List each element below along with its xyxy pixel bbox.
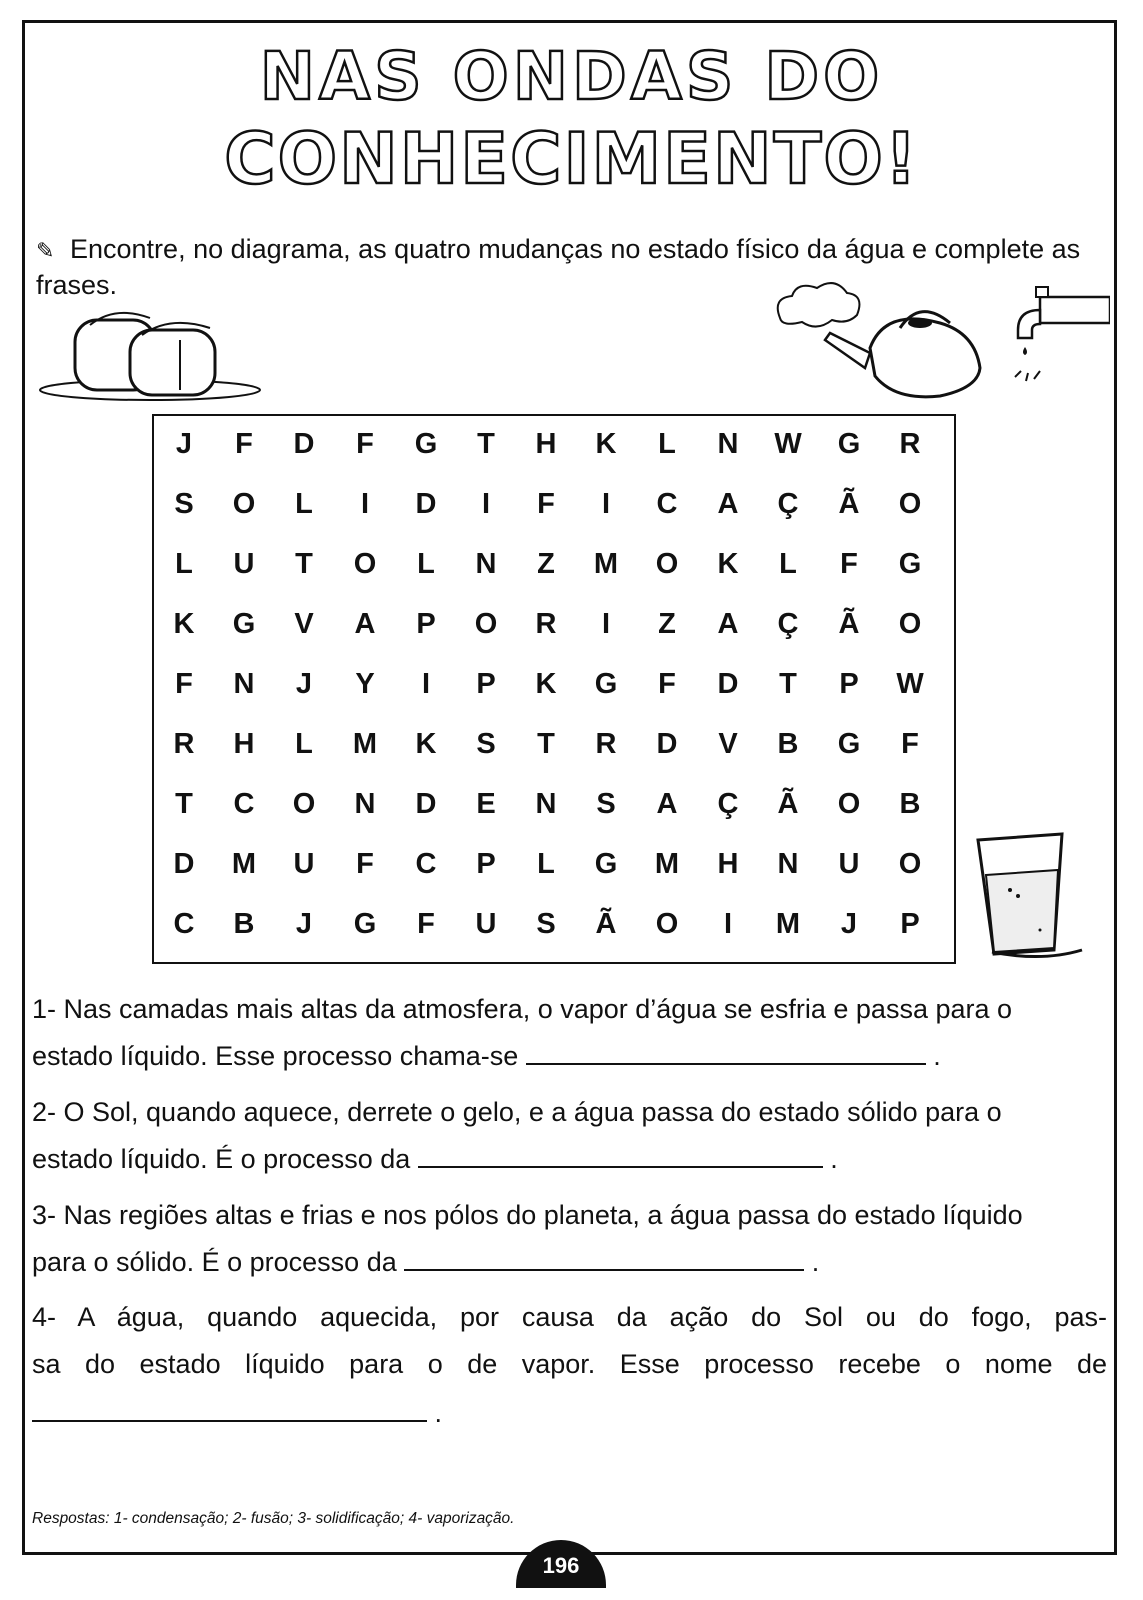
grid-letter[interactable]: G bbox=[594, 848, 618, 880]
kettle-illustration bbox=[770, 278, 1000, 408]
grid-letter[interactable]: T bbox=[477, 428, 495, 460]
grid-letter[interactable]: G bbox=[353, 908, 377, 940]
grid-letter[interactable]: Z bbox=[658, 608, 676, 640]
grid-letter[interactable]: O bbox=[232, 488, 256, 520]
answer-blank-3[interactable] bbox=[404, 1247, 804, 1271]
grid-letter[interactable]: F bbox=[235, 428, 253, 460]
grid-letter[interactable]: A bbox=[717, 608, 739, 640]
grid-letter[interactable]: L bbox=[537, 848, 555, 880]
grid-letter[interactable]: R bbox=[595, 728, 617, 760]
grid-letter[interactable]: U bbox=[233, 548, 255, 580]
grid-letter[interactable]: S bbox=[174, 488, 194, 520]
grid-letter[interactable]: C bbox=[415, 848, 437, 880]
grid-letter[interactable]: N bbox=[475, 548, 497, 580]
grid-letter[interactable]: R bbox=[535, 608, 557, 640]
grid-row bbox=[154, 608, 958, 668]
grid-letter[interactable]: M bbox=[654, 848, 680, 880]
grid-letter[interactable]: L bbox=[658, 428, 676, 460]
question-3-line-1: 3- Nas regiões altas e frias e nos pólos do planeta, a água passa do estado líquido bbox=[32, 1200, 1023, 1230]
grid-letter[interactable]: B bbox=[899, 788, 921, 820]
grid-letter[interactable]: U bbox=[293, 848, 315, 880]
grid-letter[interactable]: O bbox=[898, 848, 922, 880]
grid-letter[interactable]: G bbox=[232, 608, 256, 640]
ice-cubes-illustration bbox=[30, 300, 270, 410]
grid-letter[interactable]: K bbox=[415, 728, 437, 760]
grid-letter[interactable]: Y bbox=[355, 668, 375, 700]
grid-letter[interactable]: B bbox=[777, 728, 799, 760]
grid-row bbox=[154, 428, 958, 488]
answer-blank-4[interactable] bbox=[32, 1398, 427, 1422]
grid-letter[interactable]: N bbox=[354, 788, 376, 820]
grid-row bbox=[154, 848, 958, 908]
grid-letter[interactable]: J bbox=[295, 908, 313, 940]
grid-letter[interactable]: R bbox=[173, 728, 195, 760]
grid-letter[interactable]: L bbox=[295, 488, 313, 520]
grid-letter[interactable]: O bbox=[474, 608, 498, 640]
grid-letter[interactable]: O bbox=[353, 548, 377, 580]
grid-letter[interactable]: N bbox=[777, 848, 799, 880]
grid-letter[interactable]: P bbox=[839, 668, 859, 700]
grid-row bbox=[154, 668, 958, 728]
grid-letter[interactable]: G bbox=[898, 548, 922, 580]
grid-letter[interactable]: I bbox=[421, 668, 431, 700]
question-4-line-2: sa do estado líquido para o de vapor. Esse processo recebe o nome de bbox=[32, 1349, 1107, 1379]
grid-letter[interactable]: L bbox=[779, 548, 797, 580]
grid-letter[interactable]: F bbox=[537, 488, 555, 520]
grid-letter[interactable]: A bbox=[656, 788, 678, 820]
grid-letter[interactable]: G bbox=[837, 728, 861, 760]
grid-letter[interactable]: D bbox=[293, 428, 315, 460]
grid-letter[interactable]: D bbox=[415, 488, 437, 520]
grid-letter[interactable]: Ã bbox=[595, 908, 617, 940]
grid-letter[interactable]: Ã bbox=[777, 788, 799, 820]
grid-letter[interactable]: M bbox=[231, 848, 257, 880]
grid-letter[interactable]: T bbox=[175, 788, 193, 820]
question-2-end: . bbox=[830, 1144, 838, 1174]
grid-letter[interactable]: S bbox=[536, 908, 556, 940]
grid-letter[interactable]: Ã bbox=[838, 488, 860, 520]
grid-letter[interactable]: K bbox=[173, 608, 195, 640]
grid-letter[interactable]: K bbox=[717, 548, 739, 580]
grid-letter[interactable]: K bbox=[595, 428, 617, 460]
grid-letter[interactable]: O bbox=[292, 788, 316, 820]
grid-letter[interactable]: F bbox=[417, 908, 435, 940]
question-2-line-1: 2- O Sol, quando aquece, derrete o gelo, e a água passa do estado sólido para o bbox=[32, 1097, 1002, 1127]
grid-letter[interactable]: J bbox=[295, 668, 313, 700]
grid-letter[interactable]: O bbox=[655, 548, 679, 580]
grid-letter[interactable]: E bbox=[476, 788, 496, 820]
instruction-text: Encontre, no diagrama, as quatro mudanças no estado físico da água e complete as frases. bbox=[36, 234, 1081, 300]
grid-letter[interactable]: J bbox=[175, 428, 193, 460]
grid-row bbox=[154, 728, 958, 788]
grid-letter[interactable]: J bbox=[840, 908, 858, 940]
grid-letter[interactable]: M bbox=[352, 728, 378, 760]
page-number: 196 bbox=[516, 1540, 606, 1588]
grid-letter[interactable]: C bbox=[233, 788, 255, 820]
grid-letter[interactable]: O bbox=[898, 488, 922, 520]
grid-letter[interactable]: C bbox=[173, 908, 195, 940]
grid-letter[interactable]: N bbox=[233, 668, 255, 700]
word-search-grid bbox=[152, 414, 956, 964]
grid-letter[interactable]: H bbox=[535, 428, 557, 460]
grid-row bbox=[154, 488, 958, 548]
grid-row bbox=[154, 908, 958, 968]
question-1-end: . bbox=[933, 1041, 941, 1071]
grid-letter[interactable]: G bbox=[414, 428, 438, 460]
title-line-2: CONHECIMENTO! bbox=[224, 118, 919, 200]
question-4-line-1: 4- A água, quando aquecida, por causa da ação do Sol ou do fogo, pas- bbox=[32, 1302, 1107, 1332]
grid-letter[interactable]: I bbox=[723, 908, 733, 940]
grid-letter[interactable]: O bbox=[898, 608, 922, 640]
grid-letter[interactable]: R bbox=[899, 428, 921, 460]
grid-letter[interactable]: D bbox=[717, 668, 739, 700]
question-4 bbox=[32, 1300, 1107, 1431]
title-line-1: NAS ONDAS DO bbox=[259, 38, 884, 115]
water-glass-illustration bbox=[970, 830, 1090, 970]
grid-letter[interactable]: T bbox=[295, 548, 313, 580]
grid-letter[interactable]: W bbox=[896, 668, 924, 700]
grid-letter[interactable]: I bbox=[601, 608, 611, 640]
grid-letter[interactable]: V bbox=[718, 728, 738, 760]
grid-letter[interactable]: K bbox=[535, 668, 557, 700]
grid-letter[interactable]: Z bbox=[537, 548, 555, 580]
grid-letter[interactable]: U bbox=[838, 848, 860, 880]
question-3-line-2: para o sólido. É o processo da bbox=[32, 1247, 397, 1277]
grid-letter[interactable]: B bbox=[233, 908, 255, 940]
grid-letter[interactable]: P bbox=[476, 668, 496, 700]
grid-letter[interactable]: Ç bbox=[777, 488, 799, 520]
grid-letter[interactable]: Ç bbox=[777, 608, 799, 640]
grid-letter[interactable]: A bbox=[717, 488, 739, 520]
question-3-end: . bbox=[811, 1247, 820, 1277]
grid-letter[interactable]: P bbox=[900, 908, 920, 940]
grid-letter[interactable]: G bbox=[837, 428, 861, 460]
grid-letter[interactable]: U bbox=[475, 908, 497, 940]
grid-letter[interactable]: N bbox=[717, 428, 739, 460]
grid-letter[interactable]: M bbox=[775, 908, 801, 940]
grid-letter[interactable]: P bbox=[416, 608, 436, 640]
faucet-illustration bbox=[1010, 285, 1110, 395]
grid-letter[interactable]: A bbox=[354, 608, 376, 640]
answers-footnote: Respostas: 1- condensação; 2- fusão; 3- solidificação; 4- vaporização. bbox=[32, 1510, 515, 1527]
grid-letter[interactable]: F bbox=[658, 668, 676, 700]
question-4-end: . bbox=[434, 1398, 443, 1428]
grid-letter[interactable]: Ã bbox=[838, 608, 860, 640]
grid-letter[interactable]: D bbox=[415, 788, 437, 820]
grid-letter[interactable]: L bbox=[295, 728, 313, 760]
grid-letter[interactable]: O bbox=[837, 788, 861, 820]
grid-letter[interactable]: D bbox=[656, 728, 678, 760]
grid-letter[interactable]: I bbox=[601, 488, 611, 520]
grid-letter[interactable]: O bbox=[655, 908, 679, 940]
question-1-line-1: 1- Nas camadas mais altas da atmosfera, o vapor d’água se esfria e passa para o bbox=[32, 994, 1013, 1024]
grid-letter[interactable]: S bbox=[476, 728, 496, 760]
grid-letter[interactable]: T bbox=[537, 728, 555, 760]
grid-letter[interactable]: F bbox=[901, 728, 919, 760]
question-1 bbox=[32, 992, 1107, 1074]
grid-letter[interactable]: I bbox=[481, 488, 491, 520]
pencil-icon: ✎ bbox=[36, 238, 55, 263]
grid-letter[interactable]: D bbox=[173, 848, 195, 880]
grid-letter[interactable]: W bbox=[774, 428, 802, 460]
grid-letter[interactable]: M bbox=[593, 548, 619, 580]
grid-letter[interactable]: S bbox=[596, 788, 616, 820]
grid-letter[interactable]: L bbox=[175, 548, 193, 580]
grid-letter[interactable]: I bbox=[360, 488, 370, 520]
grid-row bbox=[154, 788, 958, 848]
grid-letter[interactable]: F bbox=[175, 668, 193, 700]
grid-letter[interactable]: L bbox=[417, 548, 435, 580]
answer-blank-2[interactable] bbox=[418, 1144, 823, 1168]
question-1-line-2: estado líquido. Esse processo chama-se bbox=[32, 1041, 519, 1071]
grid-letter[interactable]: N bbox=[535, 788, 557, 820]
grid-letter[interactable]: C bbox=[656, 488, 678, 520]
grid-row bbox=[154, 548, 958, 608]
grid-letter[interactable]: V bbox=[294, 608, 314, 640]
grid-letter[interactable]: T bbox=[779, 668, 797, 700]
question-2 bbox=[32, 1095, 1107, 1177]
grid-letter[interactable]: F bbox=[840, 548, 858, 580]
grid-letter[interactable]: F bbox=[356, 848, 374, 880]
grid-letter[interactable]: P bbox=[476, 848, 496, 880]
grid-letter[interactable]: G bbox=[594, 668, 618, 700]
question-3 bbox=[32, 1198, 1107, 1280]
answer-blank-1[interactable] bbox=[526, 1041, 926, 1065]
grid-letter[interactable]: F bbox=[356, 428, 374, 460]
grid-letter[interactable]: H bbox=[717, 848, 739, 880]
question-2-line-2: estado líquido. É o processo da bbox=[32, 1144, 411, 1174]
grid-letter[interactable]: H bbox=[233, 728, 255, 760]
grid-letter[interactable]: Ç bbox=[717, 788, 739, 820]
